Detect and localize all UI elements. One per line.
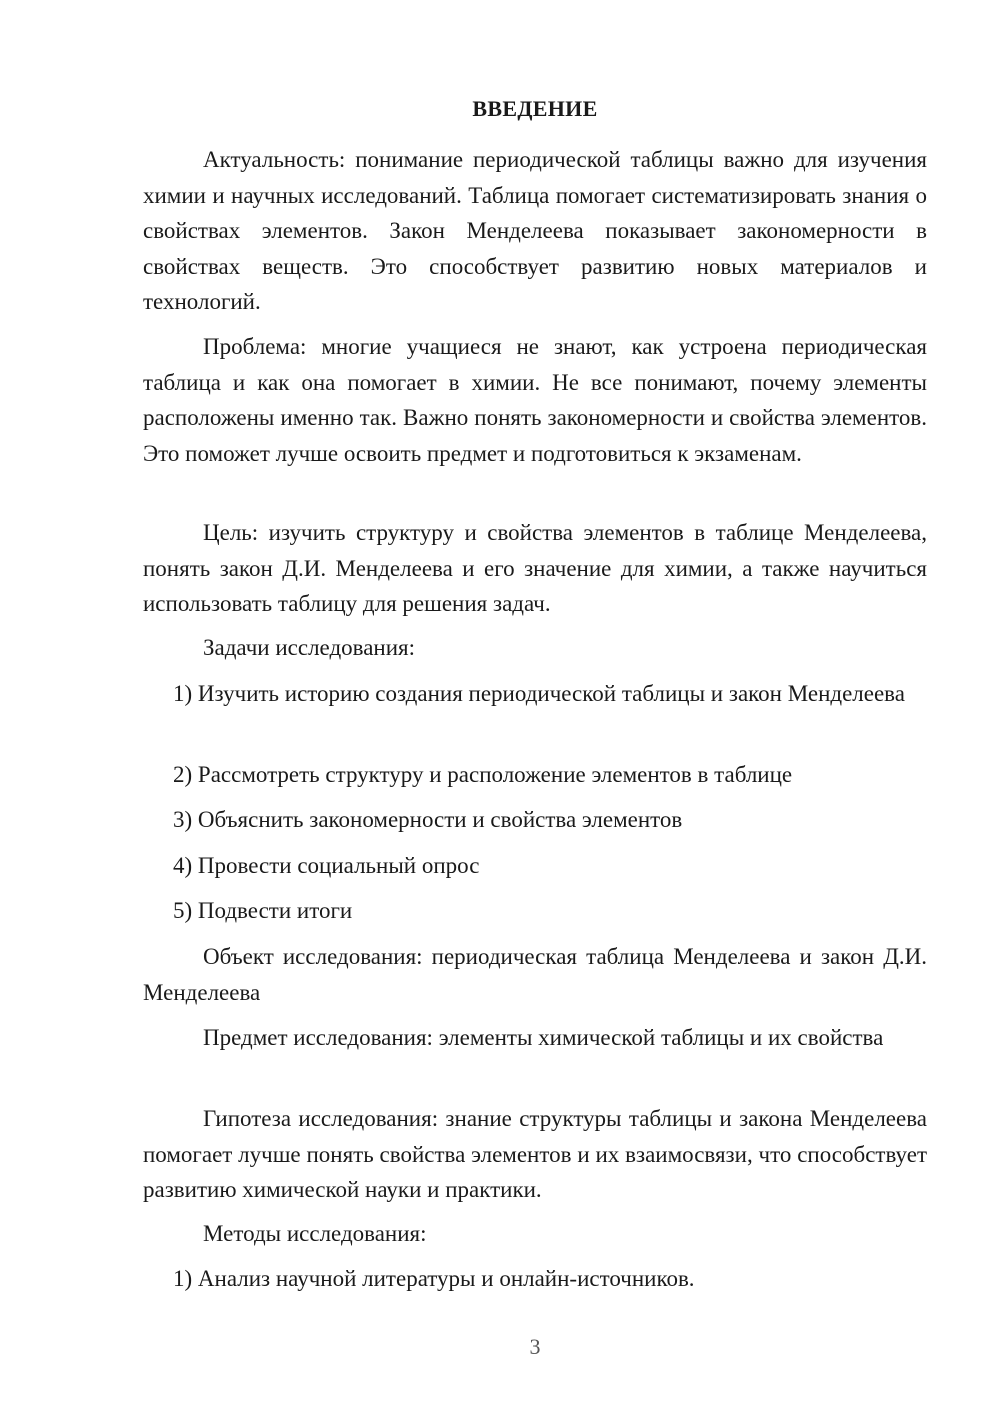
page-number: 3 <box>529 1334 541 1359</box>
paragraph-problem: Проблема: многие учащиеся не знают, как устроена периодическая таблица и как она помогает в химии. Не все понимают, почему элементы расположены именно так. Важно понять закономерности и свойства элементов. Это поможет лучше освоить предмет и подготовиться к экзаменам. <box>143 334 927 466</box>
document-page <box>143 0 927 1414</box>
methods-heading: Методы исследования: <box>203 1221 427 1246</box>
task-item-2: 2) Рассмотреть структуру и расположение элементов в таблице <box>173 762 793 787</box>
task-item-1: 1) Изучить историю создания периодической таблицы и закон Менделеева <box>173 681 905 706</box>
task-item-5: 5) Подвести итоги <box>173 898 353 923</box>
task-item-4: 4) Провести социальный опрос <box>173 853 480 878</box>
paragraph-object: Объект исследования: периодическая таблица Менделеева и закон Д.И. Менделеева <box>143 944 927 1005</box>
paragraph-relevance: Актуальность: понимание периодической таблицы важно для изучения химии и научных исследований. Таблица помогает систематизировать знания о свойствах элементов. Закон Менделеева показывает закономерности в свойствах веществ. Это способствует развитию новых материалов и технологий. <box>143 147 927 314</box>
paragraph-hypothesis: Гипотеза исследования: знание структуры таблицы и закона Менделеева помогает лучше понять свойства элементов и их взаимосвязи, что способствует развитию химической науки и практики. <box>143 1106 927 1202</box>
task-item-3: 3) Объяснить закономерности и свойства элементов <box>173 807 683 832</box>
method-item-1: 1) Анализ научной литературы и онлайн-источников. <box>173 1266 695 1291</box>
paragraph-subject: Предмет исследования: элементы химической таблицы и их свойства <box>203 1025 884 1050</box>
tasks-heading: Задачи исследования: <box>203 635 416 660</box>
page-title: ВВЕДЕНИЕ <box>472 96 598 121</box>
paragraph-goal: Цель: изучить структуру и свойства элементов в таблице Менделеева, понять закон Д.И. Менделеева и его значение для химии, а также научиться использовать таблицу для решения задач. <box>143 520 927 616</box>
